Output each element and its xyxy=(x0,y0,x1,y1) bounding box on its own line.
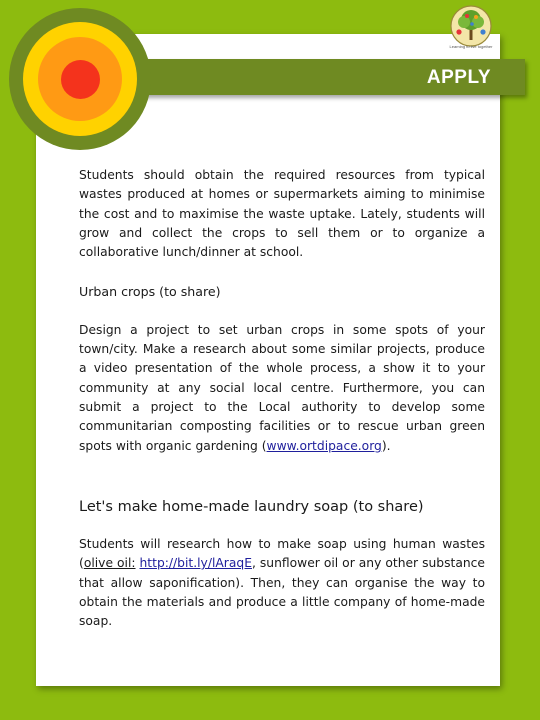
main-content xyxy=(79,166,485,632)
logo-caption: Learning to live together xyxy=(449,44,493,49)
laundry-soap-text-start: Students will research how to make soap using human wastes ( xyxy=(79,537,485,571)
laundry-soap-paragraph xyxy=(79,535,485,631)
intro-paragraph: Students should obtain the required resources from typical wastes produced at homes or supermarkets aiming to minimise the cost and to maximise the waste uptake. Lately, students will grow and collect the crops to sell them or to organize a collaborative lunch/dinner at school. xyxy=(79,168,485,260)
urban-crops-paragraph xyxy=(79,321,485,456)
urban-crops-text-end: ). xyxy=(381,438,391,453)
laundry-soap-heading: Let's make home-made laundry soap (to share) xyxy=(79,498,424,515)
red-center xyxy=(61,60,100,99)
section-banner xyxy=(104,59,525,95)
ortdipace-link[interactable]: www.ortdipace.org xyxy=(266,438,382,453)
urban-crops-text: Design a project to set urban crops in some spots of your town/city. Make a research about some similar projects, produce a video presentation of the whole process, a show it to your community at any social local centre. Furthermore, you can submit a project to the Local authority to develop some communitarian composting facilities or to rescue urban green spots with organic gardening ( xyxy=(79,322,485,453)
laundry-soap-text-rest: , sunflower oil or any other substance that allow saponification). Then, they can organise the way to obtain the materials and produce a little company of home-made soap. xyxy=(79,556,485,629)
banner-title: APPLY xyxy=(426,67,491,88)
olive-oil-text: olive oil: xyxy=(83,556,136,571)
bitly-link[interactable]: http://bit.ly/lAraqE xyxy=(139,556,252,571)
urban-crops-heading: Urban crops (to share) xyxy=(79,284,221,300)
